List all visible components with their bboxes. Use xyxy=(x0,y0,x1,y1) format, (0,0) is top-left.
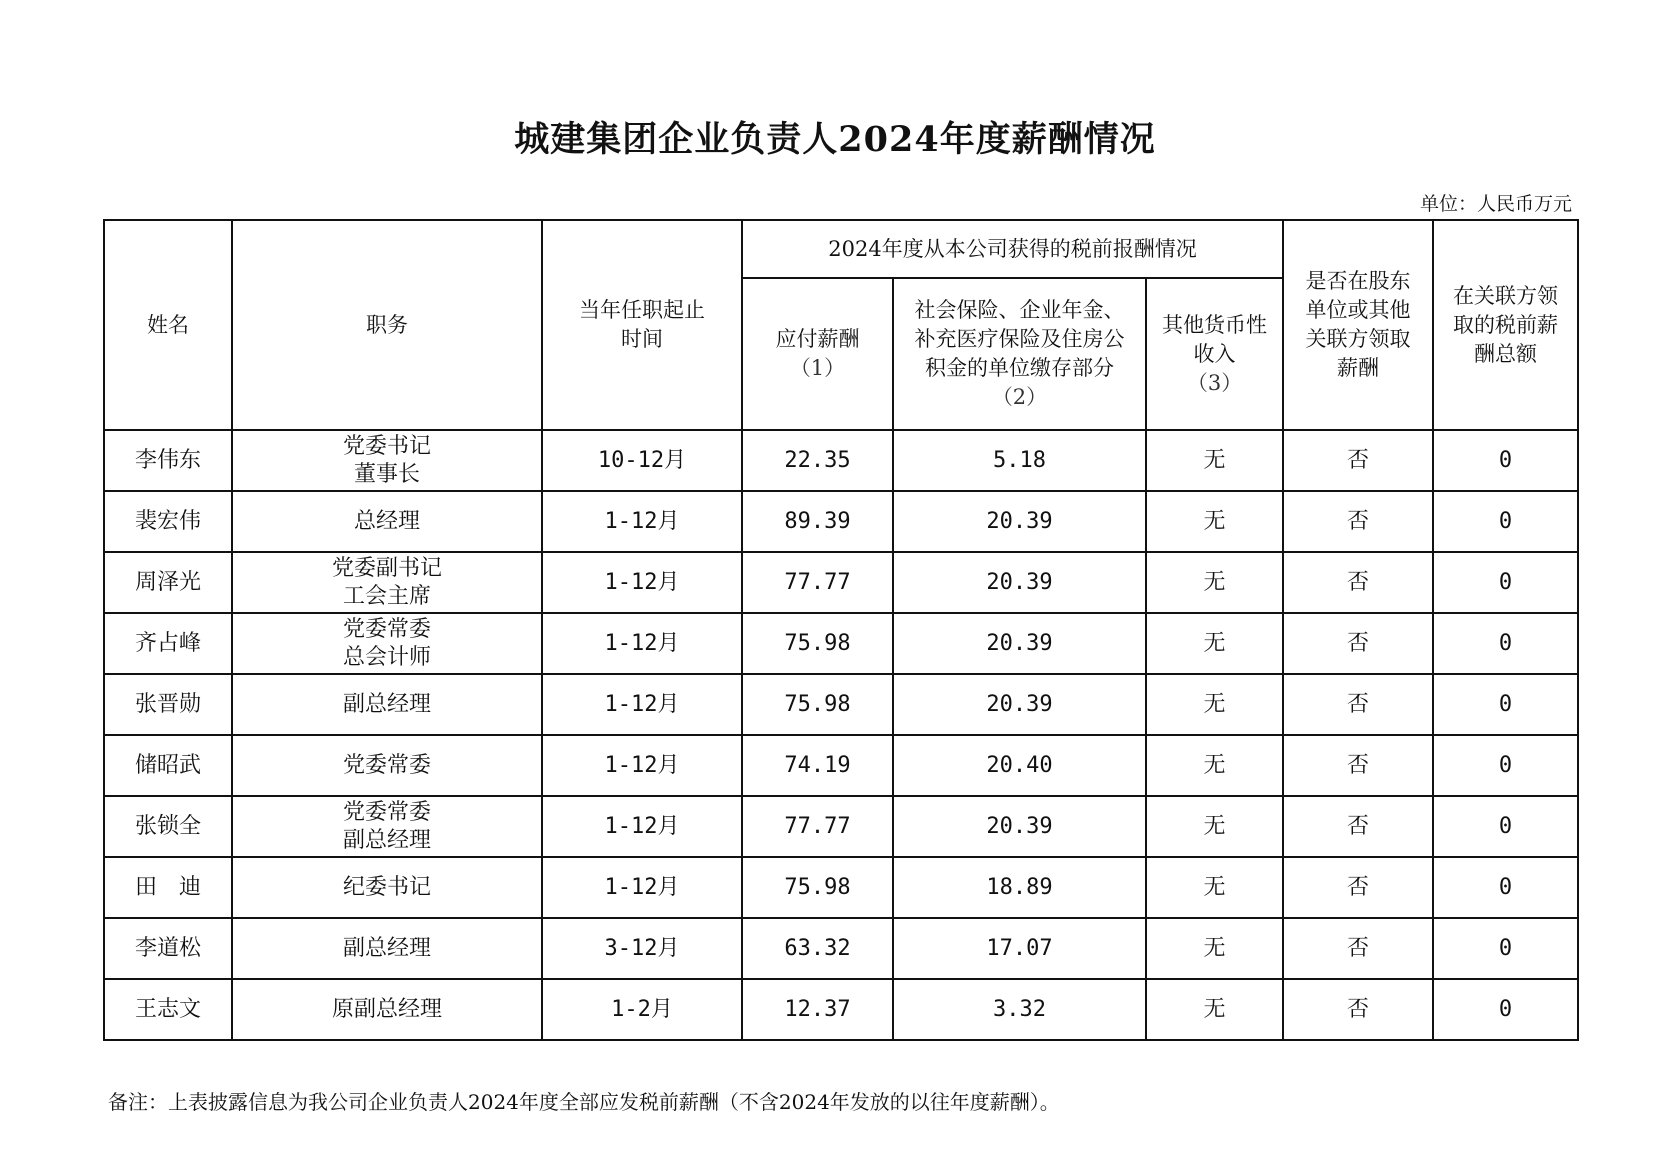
header-payable-line2: （1） xyxy=(789,356,846,380)
position-line: 总会计师 xyxy=(342,644,431,670)
cell-position xyxy=(232,796,542,857)
cell-name: 王志文 xyxy=(104,979,232,1040)
header-related-line1: 在关联方领 xyxy=(1453,283,1559,308)
cell-shareholder: 否 xyxy=(1283,979,1433,1040)
header-payable xyxy=(742,278,893,430)
cell-social: 20.39 xyxy=(893,552,1146,613)
cell-term: 1-12月 xyxy=(542,552,742,613)
cell-term: 1-12月 xyxy=(542,796,742,857)
cell-position xyxy=(232,918,542,979)
cell-position xyxy=(232,674,542,735)
cell-other: 无 xyxy=(1146,613,1283,674)
document-title: 城建集团企业负责人2024年度薪酬情况 xyxy=(514,119,1156,160)
header-shareholder-line3: 关联方领取 xyxy=(1305,327,1411,351)
header-pretax-group-text: 2024年度从本公司获得的税前报酬情况 xyxy=(828,236,1197,261)
compensation-table xyxy=(103,219,1579,1041)
cell-name: 田 迪 xyxy=(104,857,232,918)
cell-position xyxy=(232,735,542,796)
header-social-line1: 社会保险、企业年金、 xyxy=(914,298,1125,322)
header-payable-line1: 应付薪酬 xyxy=(775,327,860,351)
table-row xyxy=(104,552,1578,613)
cell-term: 1-2月 xyxy=(542,979,742,1040)
cell-position xyxy=(232,613,542,674)
table-row xyxy=(104,613,1578,674)
cell-social: 20.39 xyxy=(893,491,1146,552)
cell-term: 10-12月 xyxy=(542,430,742,491)
header-shareholder-line2: 单位或其他 xyxy=(1305,298,1411,322)
cell-payable: 77.77 xyxy=(742,796,893,857)
header-shareholder xyxy=(1283,220,1433,430)
cell-shareholder: 否 xyxy=(1283,613,1433,674)
header-term-line1: 当年任职起止 xyxy=(579,298,705,322)
header-other-line2: 收入 xyxy=(1193,341,1236,366)
cell-name: 张锁全 xyxy=(104,796,232,857)
cell-social: 3.32 xyxy=(893,979,1146,1040)
cell-position xyxy=(232,491,542,552)
cell-name: 齐占峰 xyxy=(104,613,232,674)
table-row xyxy=(104,491,1578,552)
cell-shareholder: 否 xyxy=(1283,674,1433,735)
cell-name: 张晋勋 xyxy=(104,674,232,735)
header-shareholder-line4: 薪酬 xyxy=(1337,356,1380,380)
position-line: 党委常委 xyxy=(342,799,431,825)
cell-related: 0 xyxy=(1433,796,1578,857)
header-social-line4: （2） xyxy=(991,385,1048,409)
cell-shareholder: 否 xyxy=(1283,918,1433,979)
unit-label: 单位：人民币万元 xyxy=(1419,193,1572,215)
cell-social: 20.40 xyxy=(893,735,1146,796)
cell-related: 0 xyxy=(1433,674,1578,735)
position-line: 原副总经理 xyxy=(331,996,442,1022)
cell-other: 无 xyxy=(1146,552,1283,613)
header-position xyxy=(232,220,542,430)
table-row xyxy=(104,796,1578,857)
cell-name: 裴宏伟 xyxy=(104,491,232,552)
cell-term: 1-12月 xyxy=(542,613,742,674)
cell-social: 5.18 xyxy=(893,430,1146,491)
cell-other: 无 xyxy=(1146,796,1283,857)
cell-position xyxy=(232,979,542,1040)
header-social-line2: 补充医疗保险及住房公 xyxy=(914,327,1125,351)
cell-term: 3-12月 xyxy=(542,918,742,979)
header-related-line3: 酬总额 xyxy=(1474,341,1538,366)
cell-term: 1-12月 xyxy=(542,674,742,735)
header-name-text: 姓名 xyxy=(147,312,189,337)
header-other xyxy=(1146,278,1283,430)
cell-related: 0 xyxy=(1433,613,1578,674)
cell-shareholder: 否 xyxy=(1283,491,1433,552)
cell-other: 无 xyxy=(1146,979,1283,1040)
cell-other: 无 xyxy=(1146,674,1283,735)
cell-position xyxy=(232,857,542,918)
cell-related: 0 xyxy=(1433,979,1578,1040)
cell-shareholder: 否 xyxy=(1283,430,1433,491)
table-row xyxy=(104,979,1578,1040)
cell-related: 0 xyxy=(1433,735,1578,796)
cell-other: 无 xyxy=(1146,918,1283,979)
cell-term: 1-12月 xyxy=(542,857,742,918)
cell-payable: 22.35 xyxy=(742,430,893,491)
position-line: 党委书记 xyxy=(342,433,431,459)
cell-name: 李道松 xyxy=(104,918,232,979)
position-line: 工会主席 xyxy=(342,583,431,609)
cell-payable: 75.98 xyxy=(742,613,893,674)
cell-name: 李伟东 xyxy=(104,430,232,491)
cell-other: 无 xyxy=(1146,735,1283,796)
cell-social: 20.39 xyxy=(893,674,1146,735)
cell-payable: 74.19 xyxy=(742,735,893,796)
header-position-text: 职务 xyxy=(366,312,408,337)
cell-payable: 75.98 xyxy=(742,857,893,918)
cell-term: 1-12月 xyxy=(542,735,742,796)
position-line: 纪委书记 xyxy=(342,874,431,900)
cell-related: 0 xyxy=(1433,918,1578,979)
table-row xyxy=(104,430,1578,491)
cell-shareholder: 否 xyxy=(1283,735,1433,796)
header-term-line2: 时间 xyxy=(621,327,663,351)
header-other-line3: （3） xyxy=(1186,370,1243,395)
position-line: 副总经理 xyxy=(342,827,431,853)
cell-name: 储昭武 xyxy=(104,735,232,796)
cell-other: 无 xyxy=(1146,430,1283,491)
table-row xyxy=(104,674,1578,735)
cell-position xyxy=(232,552,542,613)
cell-related: 0 xyxy=(1433,491,1578,552)
position-line: 党委副书记 xyxy=(331,555,442,581)
position-line: 副总经理 xyxy=(342,691,431,717)
header-term xyxy=(542,220,742,430)
cell-position xyxy=(232,430,542,491)
header-row-1 xyxy=(104,220,1578,278)
cell-related: 0 xyxy=(1433,857,1578,918)
header-related-line2: 取的税前薪 xyxy=(1453,312,1559,337)
cell-social: 17.07 xyxy=(893,918,1146,979)
cell-shareholder: 否 xyxy=(1283,796,1433,857)
cell-name: 周泽光 xyxy=(104,552,232,613)
position-line: 副总经理 xyxy=(342,935,431,961)
position-line: 党委常委 xyxy=(342,616,431,642)
cell-payable: 89.39 xyxy=(742,491,893,552)
cell-other: 无 xyxy=(1146,491,1283,552)
header-related xyxy=(1433,220,1578,430)
cell-related: 0 xyxy=(1433,552,1578,613)
footnote: 备注：上表披露信息为我公司企业负责人2024年度全部应发税前薪酬（不含2024年发放的以往年度薪酬）。 xyxy=(108,1090,1060,1114)
header-name xyxy=(104,220,232,430)
table-body xyxy=(104,430,1578,1040)
table-row xyxy=(104,735,1578,796)
header-social xyxy=(893,278,1146,430)
cell-payable: 77.77 xyxy=(742,552,893,613)
cell-shareholder: 否 xyxy=(1283,552,1433,613)
cell-payable: 63.32 xyxy=(742,918,893,979)
position-line: 董事长 xyxy=(353,461,420,487)
table-row xyxy=(104,857,1578,918)
header-other-line1: 其他货币性 xyxy=(1162,312,1268,337)
position-line: 总经理 xyxy=(353,508,420,534)
cell-social: 20.39 xyxy=(893,613,1146,674)
table-row xyxy=(104,918,1578,979)
header-pretax-group xyxy=(742,220,1283,278)
header-shareholder-line1: 是否在股东 xyxy=(1305,269,1411,293)
cell-payable: 12.37 xyxy=(742,979,893,1040)
cell-shareholder: 否 xyxy=(1283,857,1433,918)
cell-social: 20.39 xyxy=(893,796,1146,857)
header-social-line3: 积金的单位缴存部分 xyxy=(925,356,1114,380)
position-line: 党委常委 xyxy=(342,752,431,778)
cell-social: 18.89 xyxy=(893,857,1146,918)
cell-other: 无 xyxy=(1146,857,1283,918)
cell-payable: 75.98 xyxy=(742,674,893,735)
cell-term: 1-12月 xyxy=(542,491,742,552)
cell-related: 0 xyxy=(1433,430,1578,491)
